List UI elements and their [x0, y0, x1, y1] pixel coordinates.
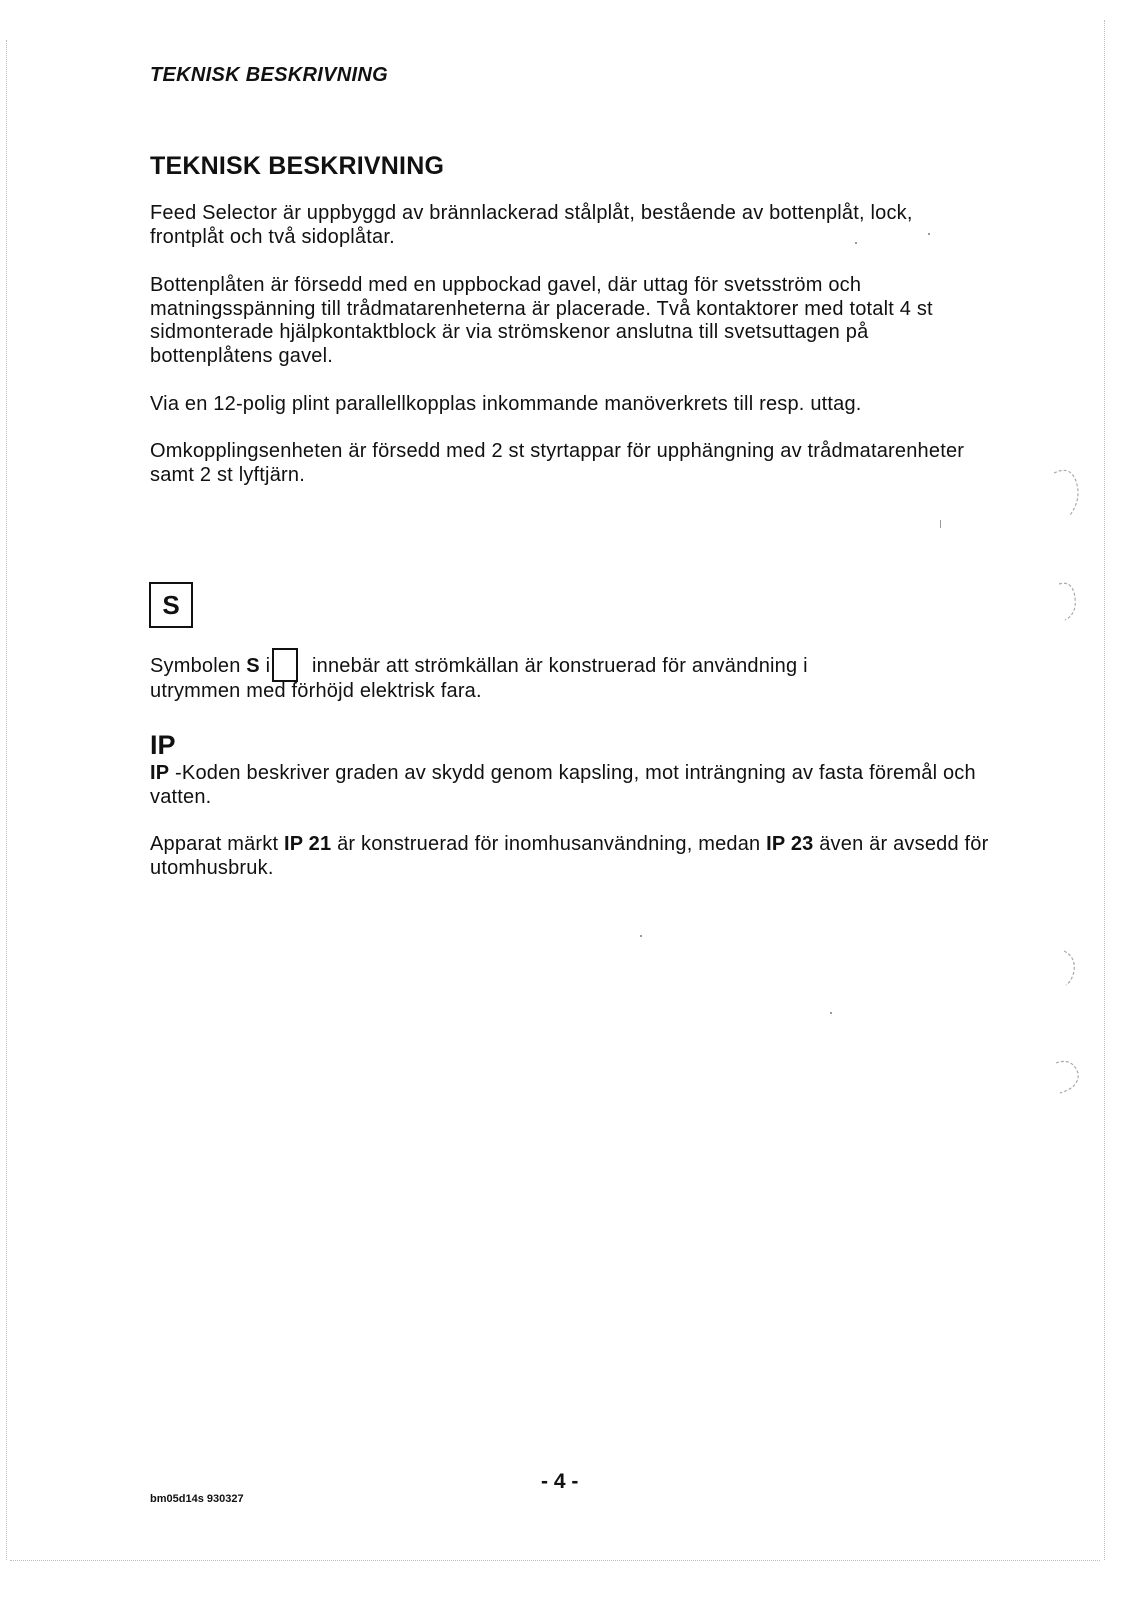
scan-speck	[928, 233, 930, 235]
inline-symbol-box-icon	[272, 648, 298, 682]
bottom-edge-scan-marks	[10, 1560, 1100, 1561]
section-title: TEKNISK BESKRIVNING	[150, 152, 445, 180]
s-symbol-box: S	[149, 582, 193, 628]
ip-rating-21: IP 21	[283, 833, 332, 855]
document-code: bm05d14s 930327	[150, 1493, 244, 1505]
ip-rating-suffix: även är avsedd för utomhusbruk.	[150, 833, 989, 879]
ip-code-bold: IP	[150, 762, 170, 784]
ip-rating-23: IP 23	[766, 833, 814, 855]
scan-speck	[940, 520, 941, 528]
left-edge-scan-marks	[6, 40, 7, 1560]
s-symbol-prefix: Symbolen	[150, 655, 247, 677]
punch-hole-mark-icon	[1050, 465, 1090, 525]
paragraph-ip-ratings	[150, 833, 990, 880]
s-symbol-bold-s: S	[246, 655, 260, 677]
ip-rating-prefix: Apparat märkt	[150, 833, 284, 855]
scan-speck	[640, 935, 642, 937]
right-edge-scan-marks	[1104, 20, 1105, 1560]
scan-speck	[830, 1012, 832, 1014]
punch-hole-mark-icon	[1055, 578, 1085, 628]
ip-heading: IP	[150, 730, 176, 760]
s-symbol-mid: i	[259, 655, 271, 677]
scan-speck	[855, 242, 857, 244]
punch-hole-mark-icon	[1050, 1055, 1090, 1105]
ip-rating-mid: är konstruerad för inomhusanvändning, medan	[331, 833, 767, 855]
s-symbol-text-line2: utrymmen med förhöjd elektrisk fara.	[150, 680, 482, 702]
paragraph-construction: Feed Selector är uppbyggd av brännlackerad stålplåt, bestående av bottenplåt, lock, frontplåt och två sidoplåtar.	[150, 202, 913, 248]
paragraph-ip-code	[150, 762, 990, 809]
running-header: TEKNISK BESKRIVNING	[150, 64, 388, 86]
paragraph-bottom-plate: Bottenplåten är försedd med en uppbockad gavel, där uttag för svetsström och matningsspänning till trådmatarenheterna är placerade. Två kontaktorer med totalt 4 st sidmonterade hjälpkontaktblock är via strömskenor anslutna till svetsuttagen på bottenplåtens gavel.	[150, 274, 933, 367]
paragraph-switch-unit: Omkopplingsenheten är försedd med 2 st styrtappar för upphängning av trådmatarenheter samt 2 st lyftjärn.	[150, 440, 965, 486]
punch-hole-mark-icon	[1058, 945, 1088, 995]
page-number: - 4 -	[541, 1470, 579, 1493]
ip-code-text: -Koden beskriver graden av skydd genom kapsling, mot inträngning av fasta föremål och vatten.	[150, 762, 976, 808]
s-symbol-text-line1	[150, 648, 808, 682]
paragraph-terminal: Via en 12-polig plint parallellkopplas inkommande manöverkrets till resp. uttag.	[150, 393, 862, 415]
s-symbol-suffix: innebär att strömkällan är konstruerad för användning i	[306, 655, 808, 677]
